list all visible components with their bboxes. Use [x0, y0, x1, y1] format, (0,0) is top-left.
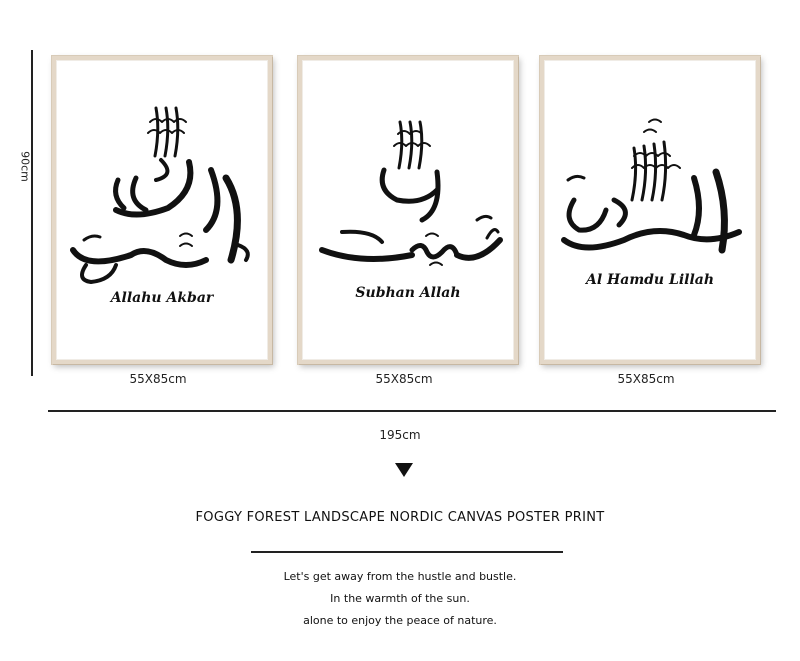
poster-frame-subhan-allah — [298, 56, 518, 364]
poster-frame-al-hamdu-lillah — [540, 56, 760, 364]
width-dimension-label: 195cm — [379, 428, 421, 442]
poster-size-label: 55X85cm — [617, 372, 675, 386]
tagline-line: alone to enjoy the peace of nature. — [303, 614, 497, 627]
poster-size-label: 55X85cm — [375, 372, 433, 386]
calligraphy-subhan-allah-icon — [302, 60, 514, 360]
calligraphy-al-hamdu-lillah-icon — [544, 60, 756, 360]
poster-frame-allahu-akbar — [52, 56, 272, 364]
height-dimension-line — [31, 50, 33, 376]
width-dimension-line — [48, 410, 776, 412]
title-divider — [251, 551, 563, 553]
tagline-line: In the warmth of the sun. — [330, 592, 470, 605]
poster-caption: Al Hamdu Lillah — [585, 272, 715, 288]
tagline-line: Let's get away from the hustle and bustle. — [283, 570, 517, 583]
product-title: FOGGY FOREST LANDSCAPE NORDIC CANVAS POSTER PRINT — [195, 510, 605, 525]
down-triangle-icon — [395, 463, 413, 477]
poster-caption: Subhan Allah — [355, 285, 461, 301]
height-dimension-label: 90cm — [18, 151, 32, 182]
poster-size-label: 55X85cm — [129, 372, 187, 386]
calligraphy-allahu-akbar-icon — [56, 60, 268, 360]
poster-caption: Allahu Akbar — [110, 290, 214, 306]
